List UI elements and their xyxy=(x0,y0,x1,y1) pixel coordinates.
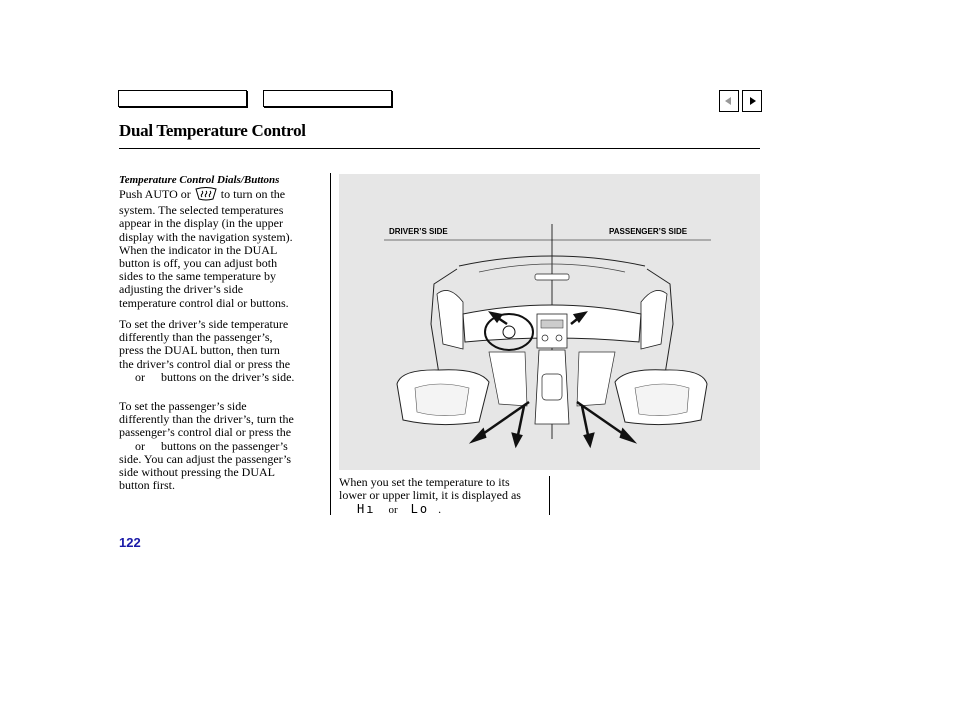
paragraph-1: Push AUTO or to turn on the system. The selected temperatures appear in the display (in the upper display with the navigation system). When the indicator in the DUAL button is off, you can adjust both sides to the same temperature by adjusting the driver’s side temperature control dial or buttons. xyxy=(119,187,293,310)
paragraph-3: To set the passenger’s side differently than the driver’s, turn the passenger’s control dial or press the or buttons on the passenger’s side. You can adjust the passenger’s side without pressing the DUAL button first. xyxy=(119,399,294,493)
column-divider xyxy=(330,173,331,515)
caption-divider xyxy=(549,476,550,515)
page-number: 122 xyxy=(119,535,141,550)
nav-tab-index[interactable] xyxy=(263,90,392,107)
nav-tab-main-menu[interactable] xyxy=(118,90,247,107)
section-subheading: Temperature Control Dials/Buttons xyxy=(119,174,280,186)
left-triangle-icon xyxy=(720,91,738,111)
paragraph-2: To set the driver’s side temperature differently than the passenger’s, press the DUAL button, then turn the driver’s control dial or press the or buttons on the driver’s side. xyxy=(119,317,295,384)
previous-page-button[interactable] xyxy=(719,90,739,112)
car-interior-drawing xyxy=(339,174,760,470)
passengers-side-label: PASSENGER’S SIDE xyxy=(609,227,688,236)
title-divider xyxy=(119,148,760,149)
figure-caption: When you set the temperature to its lower or upper limit, it is displayed as Hı or Lo . xyxy=(339,475,521,516)
rear-defrost-icon xyxy=(194,187,218,204)
interior-illustration xyxy=(339,174,760,470)
drivers-side-label: DRIVER’S SIDE xyxy=(389,227,448,236)
lo-display-symbol: Lo xyxy=(410,501,430,516)
right-triangle-icon xyxy=(743,91,761,111)
next-page-button[interactable] xyxy=(742,90,762,112)
hi-display-symbol: Hı xyxy=(357,501,376,516)
page-title: Dual Temperature Control xyxy=(119,121,306,140)
